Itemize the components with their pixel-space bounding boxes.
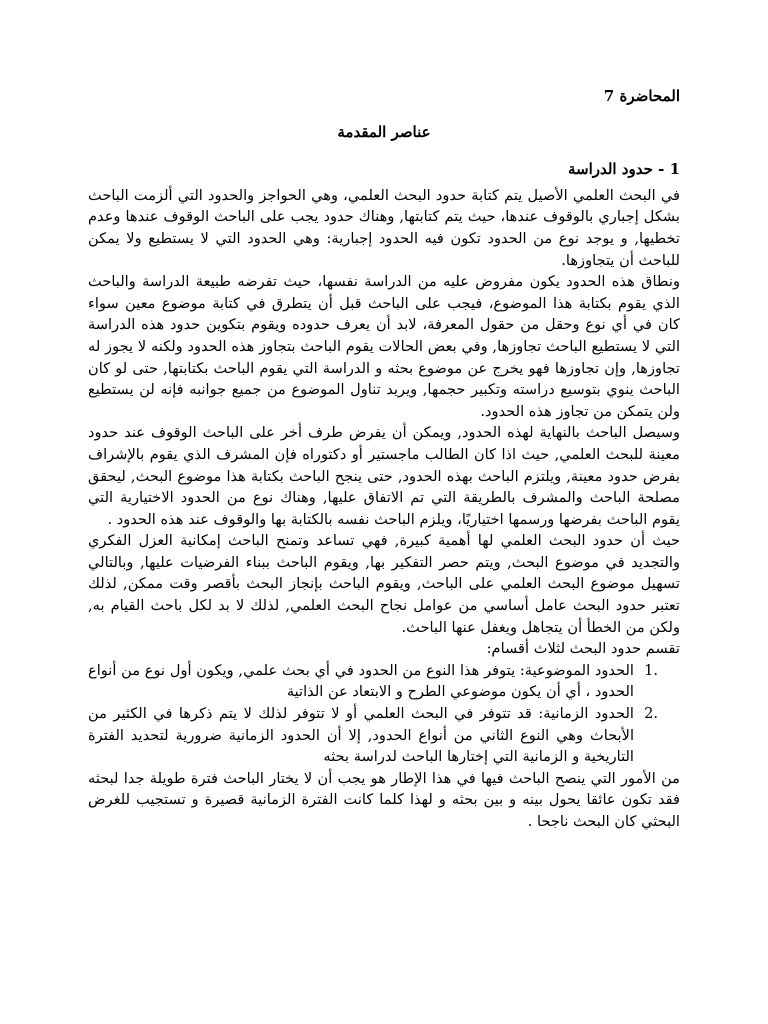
paragraph: تقسم حدود البحث لثلاث أقسام: bbox=[486, 640, 680, 658]
lecture-title: المحاضرة 7 bbox=[603, 87, 680, 105]
paragraph: ونطاق هذه الحدود يكون مفروض عليه من الدراسة نفسها، حيث تفرضه طبيعة الدراسة والباحث الذي يقوم بكتابة هذا الموضوع، فيجب على الباحث قبل أن يتطرق في كتابة موضوع معين سواء كان في أي نوع وحقل من حقول المعرفة، لابد أن يعرف حدوده ويقوم بتكوين حدود هذه الدراسة التي لا يستطيع الباحث تجاوزها, وفي بعض الحالات يقوم الباحث بتجاوز هذه الحدود ولكنه لا يجوز له تجاوزها, وإن تجاوزها فهو يخرج عن موضوع بحثه و الدراسة التي يقوم الباحث بكتابتها, حتى لو كان الباحث ينوي بتوسيع دراسته وتكبير حجمها, ويريد تناول الموضوع من جميع جوانبه فإنه لن يستطيع ولن يتمكن من تجاوز هذه الحدود. bbox=[88, 273, 680, 420]
list-item bbox=[88, 660, 658, 703]
list-item-number: 2. bbox=[644, 705, 658, 723]
list-item-text: الحدود الزمانية: قد تتوفر في البحث العلمي أو لا تتوفر لذلك لا يتم ذكرها في الكثير من الأبحاث وهي النوع الثاني من أنواع الحدود, إلا أن الحدود الزمانية ضرورية لتحديد الفترة التاريخية و الزمانية التي إختارها الباحث لدراسة بحثه bbox=[88, 705, 634, 766]
section-title: عناصر المقدمة bbox=[337, 122, 431, 141]
list-item bbox=[88, 703, 658, 768]
list-item-number: 1. bbox=[644, 661, 658, 679]
paragraph: من الأمور التي ينصح الباحث فيها في هذا الإطار هو يجب أن لا يختار الباحث فترة طويلة جدا لبحثه فقد تكون عائقا يحول بينه و بين بحثه و لهذا كلما كانت الفترة الزمانية قصيرة و تستجيب للغرض البحثي كان البحث ناجحا . bbox=[88, 769, 680, 830]
list-item-text: الحدود الموضوعية: يتوفر هذا النوع من الحدود في أي بحث علمي, ويكون أول نوع من أنواع الحدود ، أي أن يكون موضوعي الطرح و الابتعاد عن الذاتية bbox=[88, 661, 634, 701]
limits-list bbox=[88, 660, 680, 768]
paragraph: حيث أن حدود البحث العلمي لها أهمية كبيرة, فهي تساعد وتمنح الباحث إمكانية العزل الفكري والتجديد في موضوع البحث, ويتم حصر التفكير بها, ويقوم الباحث ببناء الفرضيات عليها, وبالتالي تسهيل موضوع البحث العلمي على الباحث, ويقوم الباحث بإنجاز البحث بأقصر وقت ممكن, لذلك تعتبر حدود البحث عامل أساسي من عوامل نجاح البحث العلمي, لذلك لا بد لكل باحث القيام به, ولكن من الخطأ أن يتجاهل ويغفل عنها الباحث. bbox=[88, 532, 680, 636]
paragraph: في البحث العلمي الأصيل يتم كتابة حدود البحث العلمي، وهي الحواجز والحدود التي ألزمت الباحث بشكل إجباري بالوقوف عندها، حيث يتم كتابتها, وهناك حدود يجب على الباحث الوقوف عندها وعدم تخطيها, و يوجد نوع من الحدود تكون فيه الحدود إجبارية: وهي الحدود التي لا يستطيع ولا يمكن للباحث أن يتجاوزها. bbox=[88, 186, 680, 269]
subsection-title: 1 - حدود الدراسة bbox=[567, 160, 680, 179]
document-page bbox=[88, 86, 680, 833]
paragraph: وسيصل الباحث بالنهاية لهذه الحدود, ويمكن أن يفرض طرف أخر على الباحث الوقوف عند حدود معينة للبحث العلمي, حيث اذا كان الطالب ماجستير أو دكتوراه فإن المشرف الذي يقوم بالإشراف بفرض حدود معينة, ويلتزم الباحث بهذه الحدود, حتى ينجح الباحث بكتابة هذا موضوع البحث, ليحقق مصلحة الباحث والمشرف بالطريقة التي تم الاتفاق عليها, وهناك نوع من الحدود الاختيارية التي يقوم الباحث بفرضها ورسمها اختياريًا، ويلزم الباحث نفسه بالكتابة بها والوقوف عند هذه الحدود . bbox=[88, 424, 680, 528]
